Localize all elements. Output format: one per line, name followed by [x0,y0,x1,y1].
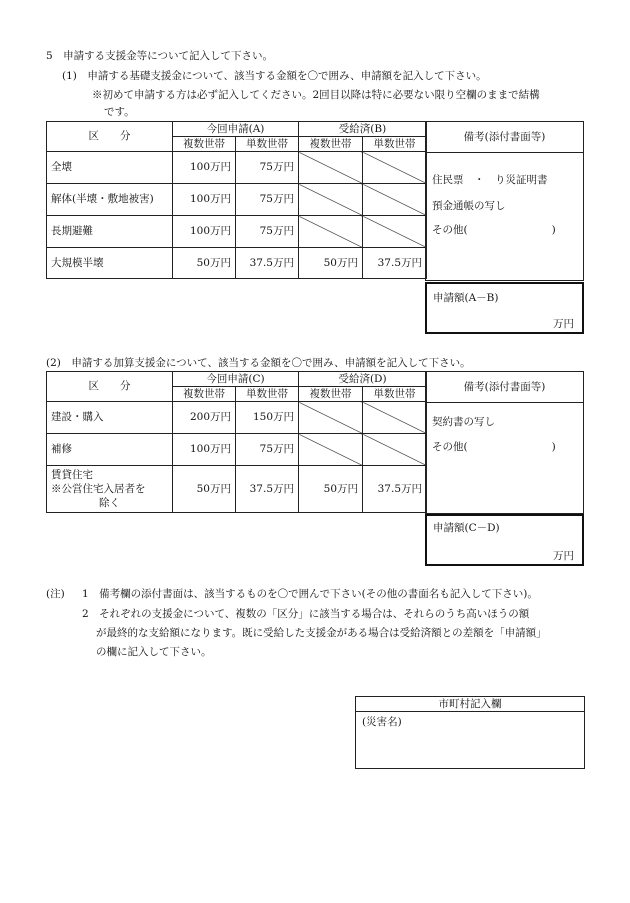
header-single: 単数世帯 [236,387,299,402]
table-row [47,248,427,279]
section-sub1: (1) 申請する基礎支援金について、該当する金額を〇で囲み、申請額を記入して下さい。 [62,70,487,82]
crossed-cell [299,184,363,216]
table-row [47,216,427,248]
header-multi: 複数世帯 [173,137,236,152]
notes-label: (注) [46,588,65,600]
crossed-cell [363,184,427,216]
amount-cell[interactable]: 75万円 [236,152,299,184]
header-multi: 複数世帯 [299,137,363,152]
header-kubun: 区 分 [47,372,173,402]
row-label: 建設・購入 [47,402,173,434]
crossed-cell [363,216,427,248]
amount-cell[interactable]: 75万円 [236,184,299,216]
crossed-cell [363,152,427,184]
table-row [47,466,427,513]
amount-cell[interactable]: 37.5万円 [363,248,427,279]
amount-label: 申請額(C－D) [433,522,500,534]
table-row [47,152,427,184]
amount-unit: 万円 [553,318,574,330]
amount-box-a-b[interactable] [425,282,584,334]
header-current-c: 今回申請(C) [173,372,299,387]
amount-box-c-d[interactable] [425,514,584,566]
note-2: 2 それぞれの支援金について、複数の「区分」に該当する場合は、それらのうち高いほうの額 [82,608,530,620]
table-row [47,402,427,434]
amount-cell[interactable]: 50万円 [299,248,363,279]
remarks-box [425,371,584,514]
crossed-cell [299,434,363,466]
municipal-header: 市町村記入欄 [356,697,584,712]
note-2-cont: の欄に記入して下さい。 [96,646,212,658]
remarks-item[interactable]: その他( ) [432,441,556,453]
row-label-line: 除く [99,497,120,510]
amount-cell[interactable]: 75万円 [236,434,299,466]
amount-cell[interactable]: 100万円 [173,152,236,184]
amount-cell[interactable]: 200万円 [173,402,236,434]
row-label: 解体(半壊・敷地被害) [47,184,173,216]
row-label: 全壊 [47,152,173,184]
disaster-name-field[interactable]: (災害名) [362,716,402,728]
basic-support-table [46,121,427,279]
row-label: 補修 [47,434,173,466]
remarks-item[interactable]: その他( ) [432,224,556,236]
note-1: 1 備考欄の添付書面は、該当するものを〇で囲んで下さい(その他の書面名も記入して下さい)。 [82,588,538,600]
municipal-box [355,696,585,769]
amount-cell[interactable]: 100万円 [173,434,236,466]
table-row [47,184,427,216]
remarks-item[interactable]: 住民票 ・ り災証明書 [432,174,548,186]
crossed-cell [299,216,363,248]
amount-unit: 万円 [553,550,574,562]
note-first-time: ※初めて申請する方は必ず記入してください。2回目以降は特に必要ない限り空欄のままで結構 [92,89,540,101]
header-multi: 複数世帯 [299,387,363,402]
section-sub2: (2) 申請する加算支援金について、該当する金額を〇で囲み、申請額を記入して下さい。 [46,357,471,369]
row-label: 大規模半壊 [47,248,173,279]
header-current-a: 今回申請(A) [173,122,299,137]
amount-cell[interactable]: 37.5万円 [363,466,427,513]
remarks-box [425,121,584,281]
amount-cell[interactable]: 50万円 [173,466,236,513]
amount-cell[interactable]: 150万円 [236,402,299,434]
amount-cell[interactable]: 50万円 [299,466,363,513]
row-label-rental [47,466,173,513]
amount-cell[interactable]: 100万円 [173,184,236,216]
remarks-header: 備考(添付書面等) [426,372,583,403]
section-heading: 5 申請する支援金等について記入して下さい。 [46,50,273,62]
header-multi: 複数世帯 [173,387,236,402]
row-label: 長期避難 [47,216,173,248]
header-kubun: 区 分 [47,122,173,152]
note-first-time-cont: です。 [104,106,135,118]
amount-cell[interactable]: 75万円 [236,216,299,248]
remarks-item[interactable]: 預金通帳の写し [432,200,506,212]
remarks-item[interactable]: 契約書の写し [432,416,495,428]
row-label-line: ※公営住宅入居者を [51,482,146,495]
amount-cell[interactable]: 50万円 [173,248,236,279]
crossed-cell [299,402,363,434]
header-received-d: 受給済(D) [299,372,427,387]
remarks-header: 備考(添付書面等) [426,122,583,153]
header-single: 単数世帯 [363,387,427,402]
header-single: 単数世帯 [363,137,427,152]
crossed-cell [299,152,363,184]
header-single: 単数世帯 [236,137,299,152]
crossed-cell [363,434,427,466]
amount-cell[interactable]: 100万円 [173,216,236,248]
row-label-line: 賃貸住宅 [51,468,93,481]
crossed-cell [363,402,427,434]
amount-cell[interactable]: 37.5万円 [236,248,299,279]
note-2-cont: が最終的な支給額になります。既に受給した支援金がある場合は受給済額との差額を「申請額」 [96,627,547,639]
amount-cell[interactable]: 37.5万円 [236,466,299,513]
amount-label: 申請額(A－B) [433,292,499,304]
header-received-b: 受給済(B) [299,122,427,137]
additional-support-table [46,371,427,513]
table-row [47,434,427,466]
